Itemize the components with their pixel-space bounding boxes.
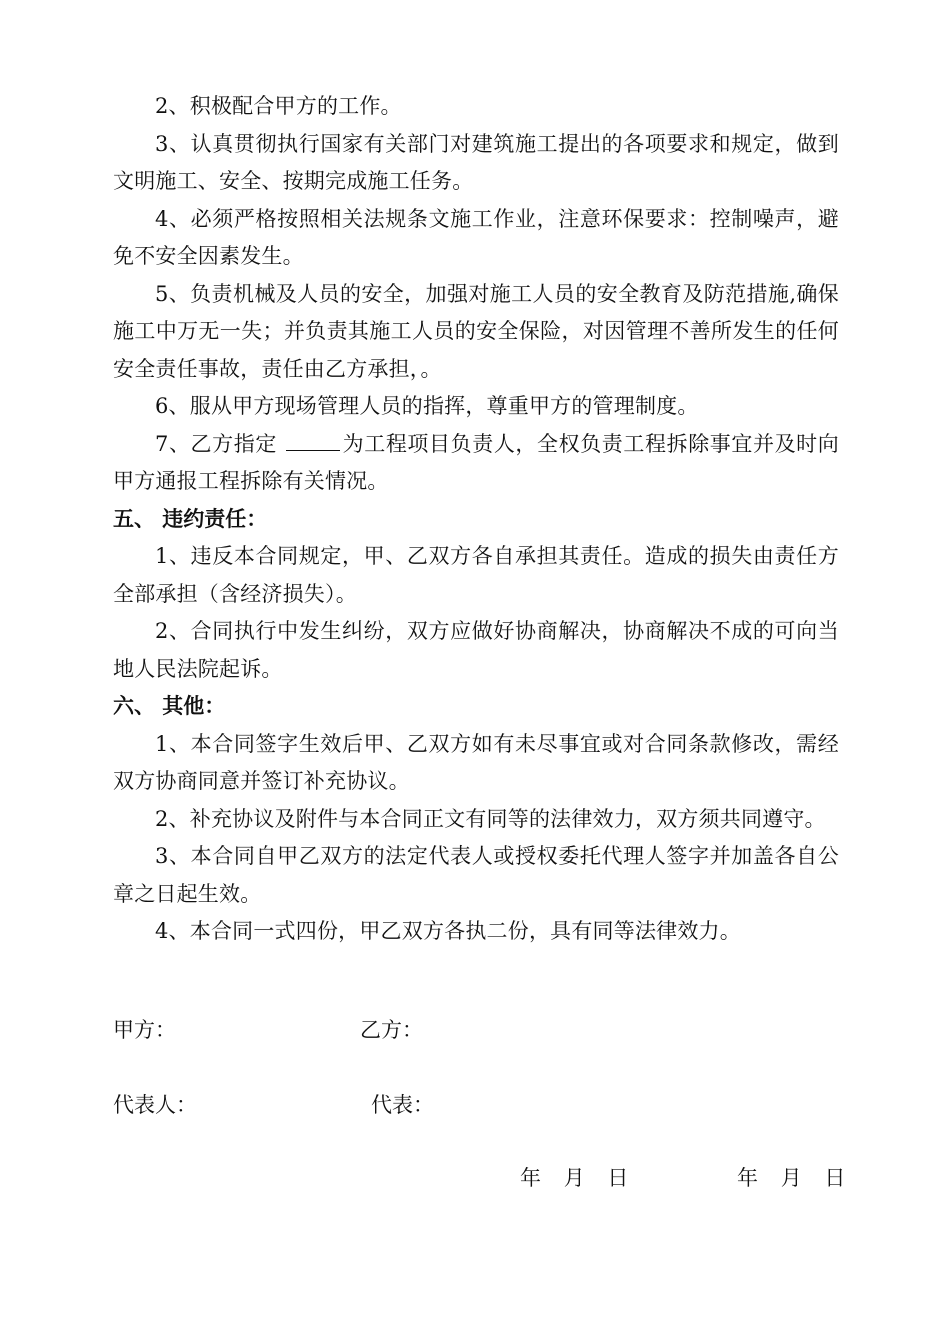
clause-6-4: 4、本合同一式四份，甲乙双方各执二份，具有同等法律效力。: [155, 919, 741, 943]
representative-b-label: 代表：: [371, 1093, 434, 1117]
party-a-label: 甲方：: [113, 1018, 176, 1042]
clause-6-2: 2、补充协议及附件与本合同正文有同等的法律效力，双方须共同遵守。: [155, 806, 826, 831]
party-b-label: 乙方：: [360, 1018, 423, 1042]
clause-6-3: 3、本合同自甲乙双方的法定代表人或授权委托代理人签字并加盖各自公章之日起生效。: [113, 844, 839, 906]
clause-4-7-suffix: 为工程项目负责人，全权负责工程拆除事宜并及时向甲方通报工程拆除有关情况。: [113, 431, 839, 493]
date-month: 月: [780, 1166, 802, 1190]
clause-4-6: 6、服从甲方现场管理人员的指挥，尊重甲方的管理制度。: [155, 394, 699, 418]
section-5-heading: 五、 违约责任：: [113, 506, 268, 531]
clause-4-7-prefix: 7、乙方指定: [155, 431, 277, 456]
clause-4-7: [113, 426, 839, 501]
date-month: 月: [563, 1166, 585, 1190]
clause-5-2: 2、合同执行中发生纠纷，双方应做好协商解决，协商解决不成的可向当地人民法院起诉。: [113, 619, 839, 681]
clause-4-5: 5、负责机械及人员的安全，加强对施工人员的安全教育及防范措施,确保施工中万无一失；并负责其施工人员的安全保险，对因管理不善所发生的任何安全责任事故，责任由乙方承担，。: [113, 281, 839, 381]
section-6-heading: 六、 其他：: [113, 694, 226, 718]
clause-4-3: 3、认真贯彻执行国家有关部门对建筑施工提出的各项要求和规定，做到文明施工、安全、按期完成施工任务。: [113, 131, 839, 193]
responsible-person-blank: [286, 432, 340, 451]
date-party-a: [520, 1163, 628, 1193]
date-day: 日: [824, 1166, 846, 1190]
clause-4-4: 4、必须严格按照相关法规条文施工作业，注意环保要求：控制噪声，避免不安全因素发生。: [113, 206, 839, 268]
representative-a-label: 代表人：: [113, 1093, 197, 1117]
date-day: 日: [607, 1166, 629, 1190]
contract-body: [113, 88, 839, 951]
clause-4-2: 2、积极配合甲方的工作。: [155, 94, 402, 118]
clause-6-1: 1、本合同签字生效后甲、乙双方如有未尽事宜或对合同条款修改，需经双方协商同意并签订补充协议。: [113, 731, 839, 793]
date-year: 年: [520, 1166, 541, 1190]
date-year: 年: [737, 1166, 758, 1190]
clause-5-1: 1、违反本合同规定，甲、乙双方各自承担其责任。造成的损失由责任方全部承担（含经济损失）。: [113, 544, 839, 606]
date-party-b: [737, 1163, 845, 1193]
